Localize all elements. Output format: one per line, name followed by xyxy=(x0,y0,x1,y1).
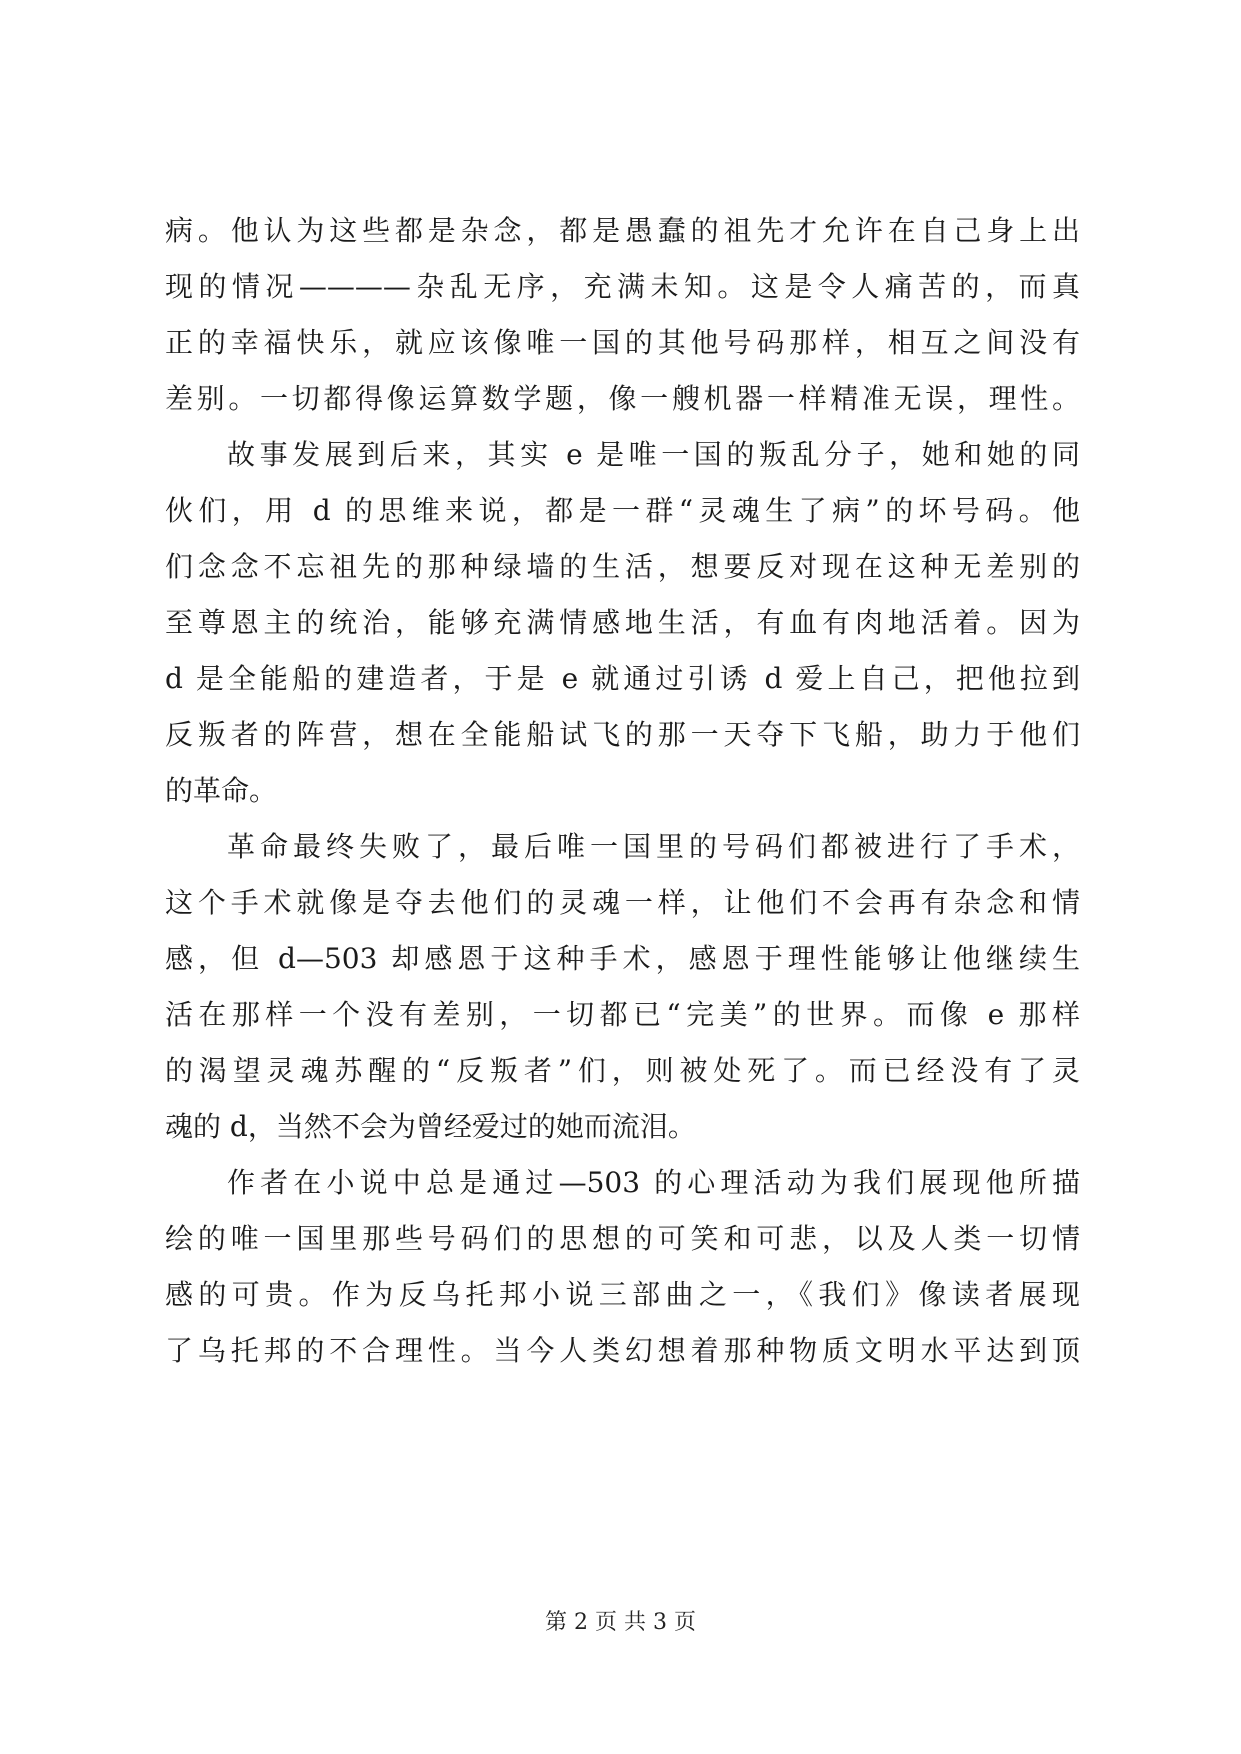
text-line: 感，但 d—503 却感恩于这种手术，感恩于理性能够让他继续生 xyxy=(165,942,1080,975)
text-line: 的渴望灵魂苏醒的“反叛者”们，则被处死了。而已经没有了灵 xyxy=(165,1054,1080,1087)
text-line: 感的可贵。作为反乌托邦小说三部曲之一，《我们》像读者展现 xyxy=(165,1278,1080,1311)
text-line: 反叛者的阵营，想在全能船试飞的那一天夺下飞船，助力于他们 xyxy=(165,718,1080,751)
text-line: 活在那样一个没有差别，一切都已“完美”的世界。而像 e 那样 xyxy=(165,998,1080,1031)
text-line: 正的幸福快乐，就应该像唯一国的其他号码那样，相互之间没有 xyxy=(165,326,1080,359)
text-line: 伙们，用 d 的思维来说，都是一群“灵魂生了病”的坏号码。他 xyxy=(165,494,1080,527)
text-line: d 是全能船的建造者，于是 e 就通过引诱 d 爱上自己，把他拉到 xyxy=(165,662,1080,695)
text-line: 病。他认为这些都是杂念，都是愚蠢的祖先才允许在自己身上出 xyxy=(165,214,1080,247)
text-line: 故事发展到后来，其实 e 是唯一国的叛乱分子，她和她的同 xyxy=(227,438,1080,471)
text-line: 绘的唯一国里那些号码们的思想的可笑和可悲，以及人类一切情 xyxy=(165,1222,1080,1255)
text-line: 现的情况————杂乱无序，充满未知。这是令人痛苦的，而真 xyxy=(165,270,1080,303)
text-line: 差别。一切都得像运算数学题，像一艘机器一样精准无误，理性。 xyxy=(165,382,1080,415)
text-line: 革命最终失败了，最后唯一国里的号码们都被进行了手术， xyxy=(227,830,1080,863)
text-line: 至尊恩主的统治，能够充满情感地生活，有血有肉地活着。因为 xyxy=(165,606,1080,639)
text-line: 们念念不忘祖先的那种绿墙的生活，想要反对现在这种无差别的 xyxy=(165,550,1080,583)
text-line: 的革命。 xyxy=(165,774,278,807)
page-number-footer: 第 2 页 共 3 页 xyxy=(545,1610,696,1635)
text-line: 作者在小说中总是通过—503 的心理活动为我们展现他所描 xyxy=(227,1166,1080,1199)
text-line: 这个手术就像是夺去他们的灵魂一样，让他们不会再有杂念和情 xyxy=(165,886,1080,919)
text-line: 了乌托邦的不合理性。当今人类幻想着那种物质文明水平达到顶 xyxy=(165,1334,1080,1367)
text-line: 魂的 d，当然不会为曾经爱过的她而流泪。 xyxy=(165,1110,696,1143)
